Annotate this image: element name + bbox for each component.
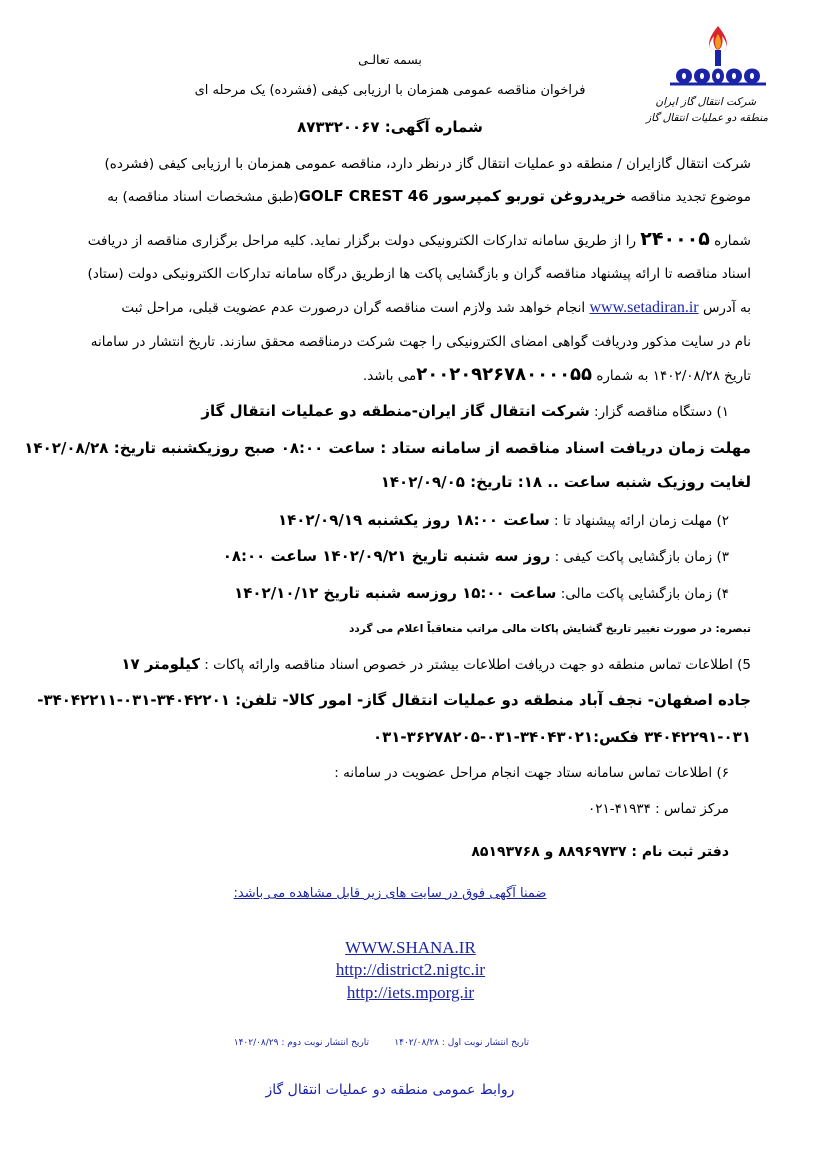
item-5	[66, 655, 751, 674]
tender-subject: خریدروغن توربو کمپرسور GOLF CREST 46	[298, 187, 627, 205]
intro-line-6: نام در سایت مذکور ودریافت گواهی امضای الکترونیکی را جهت شرکت درمناقصه محقق سازند. تاریخ انتشار در سامانه	[90, 334, 751, 350]
intro-l3-part-c: را از طریق سامانه تدارکات الکترونیکی دولت برگزار نماید. کلیه مراحل برگزاری مناقصه از دریافت	[87, 233, 636, 249]
intro-l7-part-a: تاریخ ۱۴۰۲/۰۸/۲۸ به شماره	[596, 368, 751, 384]
intro-l3-part-a: شماره	[714, 233, 751, 249]
company-logo	[646, 22, 774, 134]
tender-number: ۲۴۰۰۰۵	[640, 228, 710, 250]
public-relations-signature: روابط عمومی منطقه دو عملیات انتقال گاز	[265, 1082, 515, 1098]
logo-line-1: شرکت انتقال گاز ایران	[655, 96, 756, 108]
tender-subtitle: فراخوان مناقصه عمومی همزمان با ارزیابی کیفی (فشرده) یک مرحله ای	[194, 83, 586, 98]
ad-number: شماره آگهی: ۸۷۳۳۲۰۰۶۷	[297, 118, 483, 136]
iets-link[interactable]: http://iets.mporg.ir	[346, 983, 475, 1002]
item-4-value: ساعت ۱۵:۰۰ روزسه شنبه تاریخ ۱۴۰۲/۱۰/۱۲	[234, 584, 557, 602]
intro-l2-part-c: (طبق مشخصات اسناد مناقصه) به	[107, 189, 299, 205]
item-1-label: ۱) دستگاه مناقصه گزار:	[594, 404, 729, 420]
deadline-line-1: مهلت زمان دریافت اسناد مناقصه از سامانه ستاد : ساعت ۰۸:۰۰ صبح روزیکشنبه تاریخ: ۱۴۰۲/۰۸/۲۸	[24, 439, 751, 457]
logo-line-2: منطقه دو عملیات انتقال گاز	[646, 112, 768, 124]
intro-l7-part-c: می باشد.	[362, 368, 417, 384]
deadline-line-2: لغایت روزیک شنبه ساعت .. ۱۸: تاریخ: ۱۴۰۲/۰۹/۰۵	[380, 473, 751, 491]
item-2	[66, 511, 729, 530]
district2-link[interactable]: http://district2.nigtc.ir	[335, 960, 486, 979]
intro-line-2	[66, 187, 751, 206]
item-3	[66, 547, 729, 566]
registry-office: دفتر ثبت نام : ۸۸۹۶۹۷۳۷ و ۸۵۱۹۳۷۶۸	[471, 844, 729, 860]
publication-number: ۲۰۰۲۰۹۲۶۷۸۰۰۰۰۵۵	[416, 364, 593, 385]
intro-l5-part-c: انجام خواهد شد ولازم است مناقصه گران درصورت عدم عضویت قبلی، مراحل ثبت	[121, 300, 586, 316]
intro-l2-part-a: موضوع تجدید مناقصه	[630, 189, 751, 205]
item-3-value: روز سه شنبه تاریخ ۱۴۰۲/۰۹/۲۱ ساعت ۰۸:۰۰	[222, 547, 551, 565]
second-publication-date: تاریخ انتشار نوبت دوم : ۱۴۰۲/۰۸/۲۹	[233, 1038, 369, 1048]
item-1	[66, 402, 729, 421]
intro-l5-part-a: به آدرس	[702, 300, 751, 316]
item-3-label: ۳) زمان بازگشایی پاکت کیفی :	[554, 549, 729, 565]
item-6: ۶) اطلاعات تماس سامانه ستاد جهت انجام مراحل عضویت در سامانه :	[334, 765, 729, 781]
setadiran-link[interactable]: www.setadiran.ir	[589, 299, 699, 316]
intro-line-3	[66, 230, 751, 250]
item-4-label: ۴) زمان بازگشایی پاکت مالی:	[560, 586, 729, 602]
item-2-value: ساعت ۱۸:۰۰ روز یکشنبه ۱۴۰۲/۰۹/۱۹	[277, 511, 550, 529]
first-publication-date: تاریخ انتشار نوبت اول : ۱۴۰۲/۰۸/۲۸	[394, 1038, 529, 1048]
intro-line-7	[66, 366, 751, 385]
intro-line-5	[66, 299, 751, 317]
note: تبصره: در صورت تغییر تاریخ گشایش پاکات مالی مراتب متعاقباً اعلام می گردد	[349, 623, 751, 635]
item-1-value: شرکت انتقال گاز ایران-منطقه دو عملیات انتقال گاز	[201, 402, 590, 420]
item-4	[66, 584, 729, 603]
item-2-label: ۲) مهلت زمان ارائه پیشنهاد تا :	[554, 513, 729, 529]
websites-notice: ضمنا آگهی فوق در سایت های زیر قابل مشاهده می باشد:	[233, 886, 547, 901]
shana-link[interactable]: WWW.SHANA.IR	[345, 938, 476, 957]
intro-line-1: شرکت انتقال گازایران / منطقه دو عملیات انتقال گاز درنظر دارد، مناقصه عمومی همزمان با ارزیابی کیفی (فشرده)	[104, 156, 751, 172]
item-5-phones: ۳۴۰۴۲۲۹۱-۰۳۱ فکس:۳۴۰۴۳۰۲۱-۰۳۱-۳۶۲۷۸۲۰۵-۰۳۱	[372, 728, 751, 746]
item-5-label: 5) اطلاعات تماس منطقه دو جهت دریافت اطلاعات بیشتر در خصوص اسناد مناقصه وارائه پاکات :	[204, 657, 751, 673]
flame-logo-icon	[662, 22, 774, 92]
intro-line-4: اسناد مناقصه تا ارائه پیشنهاد مناقصه گران و بازگشایی پاکت ها ازطریق درگاه سامانه تدارکات الکترونیکی دولت (ستاد)	[87, 266, 751, 282]
item-5-value-1: کیلومتر ۱۷	[121, 655, 200, 673]
item-5-address: جاده اصفهان- نجف آباد منطقه دو عملیات انتقال گاز- امور کالا- تلفن: ۳۴۰۴۲۲۰۱-۰۳۱-۳۴۰۴۲۲۱۱-	[37, 691, 751, 709]
basmala: بسمه تعالـی	[358, 52, 422, 67]
contact-center: مرکز تماس : ۴۱۹۳۴-۰۲۱	[587, 801, 729, 817]
